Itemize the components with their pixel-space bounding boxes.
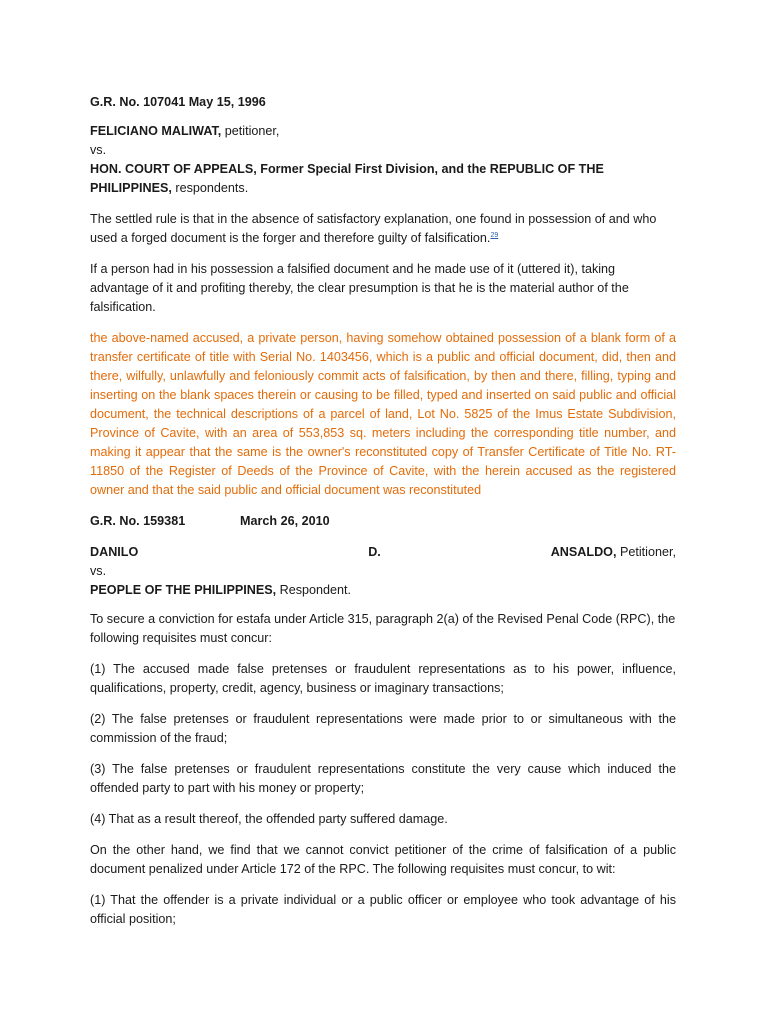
- case2-vs: vs.: [90, 564, 107, 578]
- case2-estafa-intro: To secure a conviction for estafa under Article 315, paragraph 2(a) of the Revised Penal Code (RPC), the following requisites must concur:: [90, 612, 676, 645]
- case2-gr-number: G.R. No. 159381: [90, 514, 186, 528]
- case2-falsification-requisite-1: (1) That the offender is a private individual or a public officer or employee who took advantage of his official position;: [90, 893, 676, 926]
- case1-petitioner-role: petitioner,: [221, 124, 280, 138]
- case1-respondent-name: HON. COURT OF APPEALS, Former Special First Division, and the REPUBLIC OF THE PHILIPPINES,: [90, 162, 604, 195]
- case2-requisite-2: (2) The false pretenses or fraudulent representations were made prior to or simultaneous with the commission of the fraud;: [90, 712, 676, 745]
- footnote-link[interactable]: 29: [490, 231, 499, 239]
- case2-caption: [90, 543, 676, 600]
- case1-respondent-role: respondents.: [171, 181, 249, 195]
- case1-paragraph-1: The settled rule is that in the absence of satisfactory explanation, one found in possession of and who used a forged document is the forger and therefore guilty of falsification.$^{29}$: [90, 212, 657, 245]
- case2-gr-heading: [90, 512, 676, 531]
- case2-gr-date: March 26, 2010: [240, 514, 330, 528]
- case1-paragraph-2: If a person had in his possession a falsified document and he made use of it (uttered it), taking advantage of it and profiting thereby, the clear presumption is that he is the material author of the falsification.: [90, 262, 629, 314]
- case2-requisite-3: (3) The false pretenses or fraudulent representations constitute the very cause which induced the offended party to part with his money or property;: [90, 762, 676, 795]
- case1-information-quote: the above-named accused, a private person, having somehow obtained possession of a blank form of a transfer certificate of title with Serial No. 1403456, which is a public and official document, did, then and there, wilfully, unlawfully and feloniously commit acts of falsification, by then and there, filling, typing and inserting on the blank spaces therein or causing to be filled, typed and inserted on said public and official document, the technical descriptions of a parcel of land, Lot No. 5825 of the Imus Estate Subdivision, Province of Cavite, with an area of 553,853 sq. meters including the corresponding title number, and making it appear that the same is the owner's reconstituted copy of Transfer Certificate of Title No. RT-11850 of the Register of Deeds of the Province of Cavite, with the herein accused as the registered owner and that the said public and official document was reconstituted: [90, 331, 676, 497]
- case1-caption: [90, 122, 676, 198]
- case1-vs: vs.: [90, 143, 107, 157]
- case1-petitioner-name: FELICIANO MALIWAT,: [90, 124, 222, 138]
- case2-requisite-4: (4) That as a result thereof, the offended party suffered damage.: [90, 812, 448, 826]
- case2-petitioner-last: ANSALDO,: [550, 545, 617, 559]
- case2-respondent-name: PEOPLE OF THE PHILIPPINES,: [90, 583, 277, 597]
- case2-requisite-1: (1) The accused made false pretenses or fraudulent representations as to his power, influence, qualifications, property, credit, agency, business or imaginary transactions;: [90, 662, 676, 695]
- case2-petitioner-middle: D.: [368, 545, 381, 559]
- case2-petitioner-first: DANILO: [90, 545, 139, 559]
- case2-petitioner-role: Petitioner,: [616, 545, 676, 559]
- case2-respondent-line: [90, 581, 676, 600]
- case2-petitioner-line: [90, 543, 676, 562]
- case2-petitioner-last-wrap: [551, 543, 676, 562]
- case2-respondent-role: Respondent.: [276, 583, 352, 597]
- case2-falsification-intro: On the other hand, we find that we cannot convict petitioner of the crime of falsification of a public document penalized under Article 172 of the RPC. The following requisites must concur, to wit:: [90, 843, 676, 876]
- case1-gr-heading: G.R. No. 107041 May 15, 1996: [90, 95, 266, 109]
